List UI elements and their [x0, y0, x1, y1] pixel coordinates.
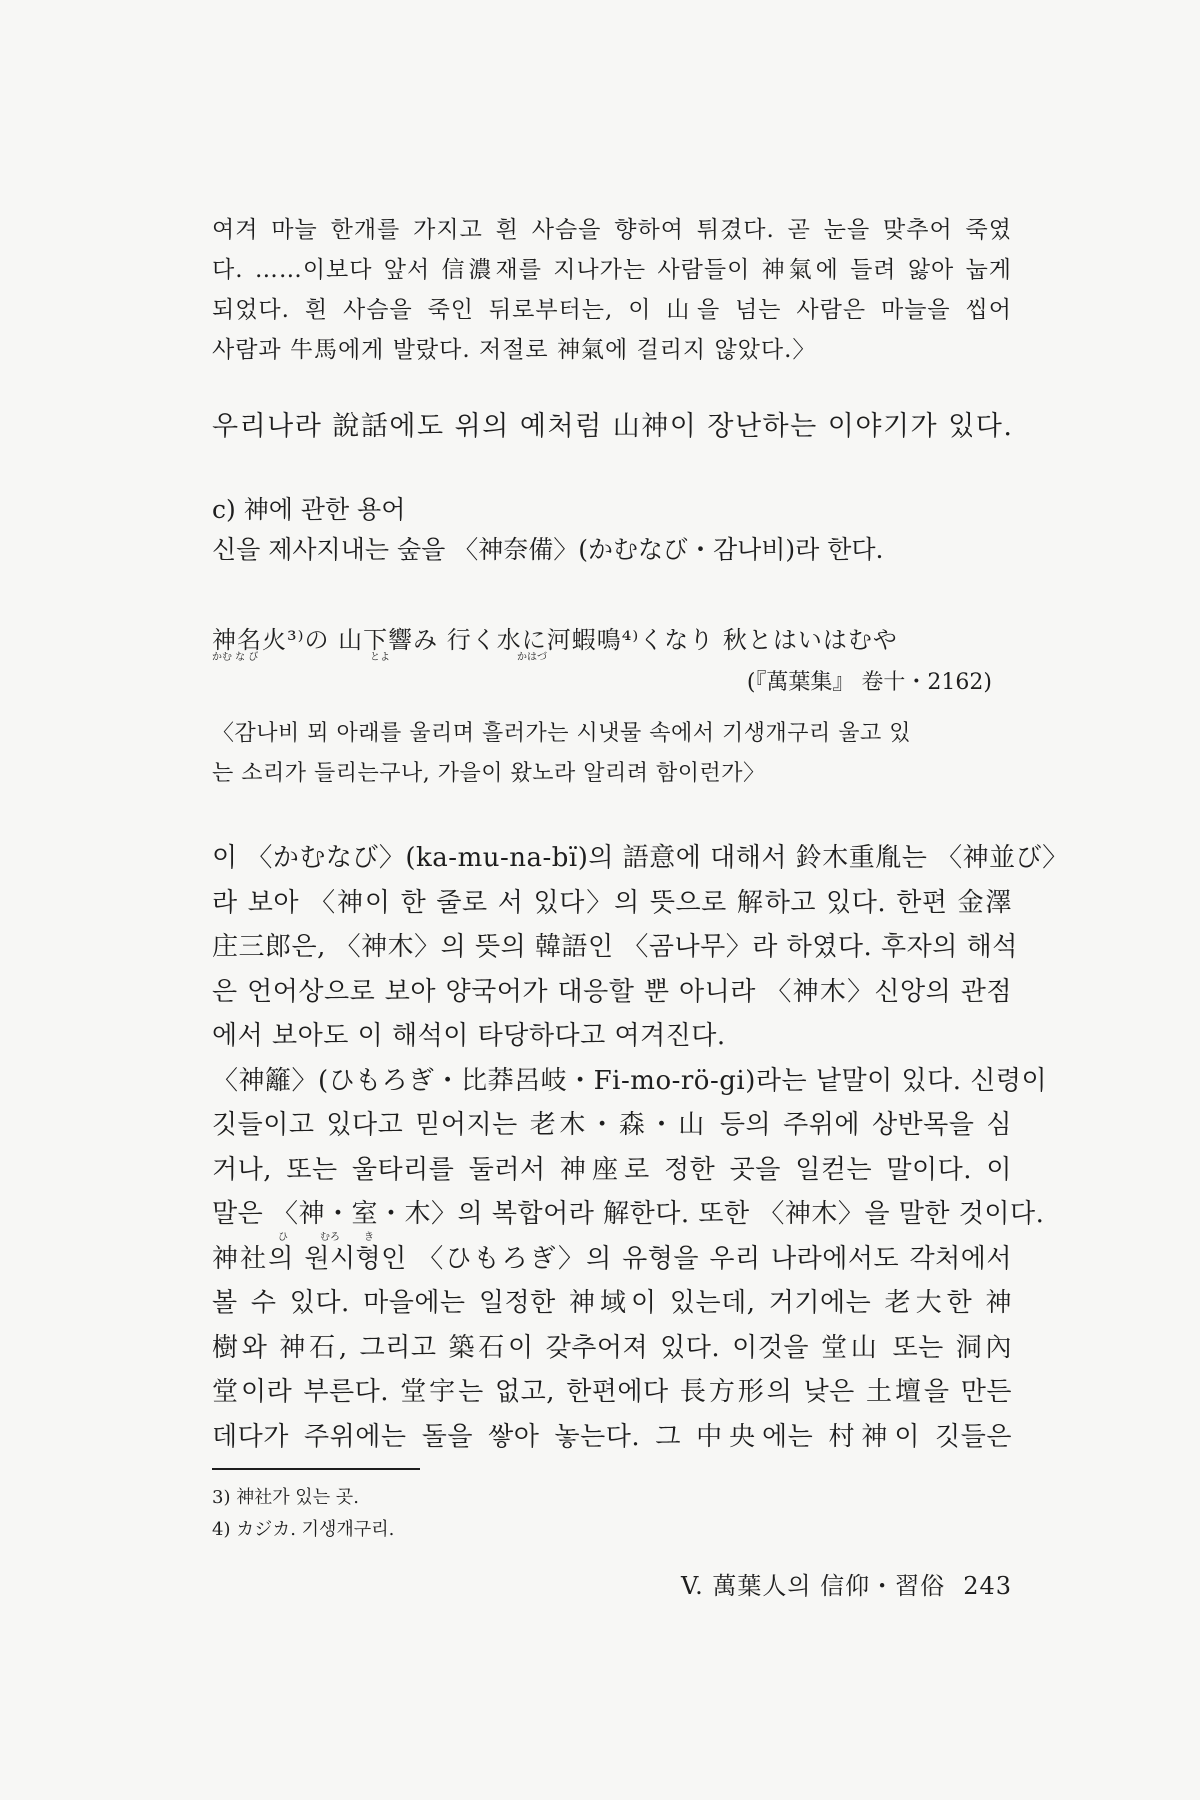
quote-line: 여겨 마늘 한개를 가지고 흰 사슴을 향하여 튀겼다. 곧 눈을 맞추어 죽였 — [212, 217, 1012, 243]
body-line: 堂이라 부른다. 堂宇는 없고, 한편에다 長方形의 낮은 土壇을 만든 — [212, 1377, 1012, 1407]
body-line: 볼 수 있다. 마을에는 일정한 神域이 있는데, 거기에는 老大한 神 — [212, 1288, 1012, 1318]
running-footer — [681, 1566, 1012, 1601]
body-line: 樹와 神石, 그리고 築石이 갖추어져 있다. 이것을 堂山 또는 洞內 — [212, 1332, 1012, 1363]
body-line: 庄三郎은, 〈神木〉의 뜻의 韓語인 〈곰나무〉라 하였다. 후자의 해석 — [212, 932, 1018, 962]
body-line: 라 보아 〈神이 한 줄로 서 있다〉의 뜻으로 解하고 있다. 한편 金澤 — [212, 887, 1012, 918]
body-line: 은 언어상으로 보아 양국어가 대응할 뿐 아니라 〈神木〉신앙의 관점 — [212, 976, 1012, 1007]
poem-furigana: かはづ — [517, 652, 547, 663]
section-heading: c) 神에 관한 용어 — [212, 495, 406, 524]
quote-line: 되었다. 흰 사슴을 죽인 뒤로부터는, 이 山을 넘는 사람은 마늘을 씹어 — [212, 297, 1012, 323]
poem-furigana: とよ — [370, 652, 390, 663]
ruby-annotation: き — [364, 1232, 374, 1243]
footnotes — [212, 1482, 1012, 1546]
translation-line: 는 소리가 들리는구나, 가을이 왔노라 알리려 함이런가〉 — [212, 761, 766, 786]
quoted-passage — [212, 210, 1012, 370]
page-number: 243 — [963, 1572, 1012, 1600]
ruby-annotation: むろ — [320, 1232, 340, 1243]
footnote: 4) カジカ. 기생개구리. — [212, 1519, 395, 1540]
poem-translation — [212, 714, 1012, 794]
poem-text — [212, 620, 1012, 663]
poem-source: (『萬葉集』 卷十・2162) — [746, 670, 992, 695]
poem-block — [212, 620, 1012, 696]
body-line: 데다가 주위에는 돌을 쌓아 놓는다. 그 中央에는 村神이 깃들은 — [212, 1421, 1012, 1452]
translation-line: 〈감나비 뫼 아래를 울리며 흘러가는 시냇물 속에서 기생개구리 울고 있 — [212, 721, 911, 746]
section-intro: 신을 제사지내는 숲을 〈神奈備〉(かむなび・감나비)라 한다. — [212, 535, 884, 564]
body-line: 에서 보아도 이 해석이 타당하다고 여겨진다. — [212, 1021, 726, 1051]
quote-line: 다. ……이보다 앞서 信濃재를 지나가는 사람들이 神氣에 들려 앓아 눕게 — [212, 257, 1012, 283]
quote-line: 사람과 牛馬에게 발랐다. 저절로 神氣에 걸리지 않았다.〉 — [212, 337, 817, 363]
body-line: 깃들이고 있다고 믿어지는 老木・森・山 등의 주위에 상반목을 심 — [212, 1110, 1012, 1140]
body-line: 神社의 원시형인 〈ひもろぎ〉의 유형을 우리 나라에서도 각처에서 — [212, 1243, 1012, 1274]
poem-furigana: かむ な び — [212, 652, 259, 663]
footnote: 3) 神社가 있는 곳. — [212, 1487, 359, 1508]
body-line: 이 〈かむなび〉(ka-mu-na-bï)의 語意에 대해서 鈴木重胤는 〈神並び〉 — [212, 843, 1069, 873]
section-c — [212, 490, 1012, 570]
poem-line: 神名火³⁾の 山下響み 行く水に河蝦鳴⁴⁾くなり 秋とはいはむや — [212, 626, 898, 654]
body-line: 거나, 또는 울타리를 둘러서 神座로 정한 곳을 일컫는 말이다. 이 — [212, 1154, 1012, 1185]
body-line: 말은 〈神・室・木〉의 복합어라 解한다. 또한 〈神木〉을 말한 것이다. — [212, 1199, 1045, 1229]
body-line: 〈神籬〉(ひもろぎ・比莽呂岐・Fi-mo-rö-gi)라는 낱말이 있다. 신령이 — [212, 1065, 1048, 1096]
chapter-title: V. 萬葉人의 信仰・習俗 — [680, 1572, 946, 1600]
ruby-annotation: ひ — [278, 1232, 288, 1243]
footnote-divider — [212, 1468, 420, 1470]
main-text — [212, 836, 1069, 1459]
statement-paragraph: 우리나라 說話에도 위의 예처럼 山神이 장난하는 이야기가 있다. — [212, 411, 1014, 442]
